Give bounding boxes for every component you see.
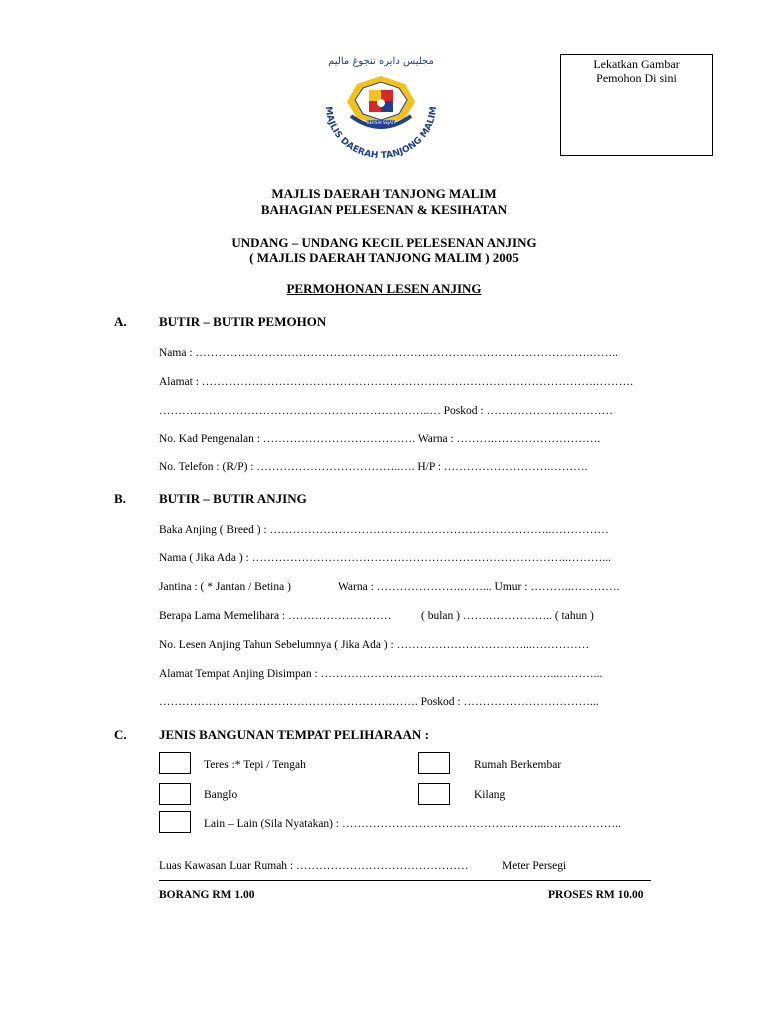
footer-divider (159, 880, 651, 881)
dog-keeping-address-poskod-field[interactable]: …………………………………………………….……. Poskod : ……………………………... (159, 696, 599, 708)
area-unit-label: Meter Persegi (502, 860, 567, 872)
dog-gender-field[interactable]: Jantina : ( * Jantan / Betina ) (159, 581, 291, 593)
applicant-phone-field[interactable]: No. Telefon : (R/P) : ………………………………..…. H/P : ……………………….………. (159, 461, 588, 473)
section-a-title: BUTIR – BUTIR PEMOHON (159, 314, 327, 329)
form-fee: BORANG RM 1.00 (159, 889, 255, 901)
logo-motto: BERSIH SEJATI (366, 120, 396, 125)
outdoor-area-field[interactable]: Luas Kawasan Luar Rumah : ……………………………………… (159, 860, 469, 872)
section-c-title: JENIS BANGUNAN TEMPAT PELIHARAAN : (159, 727, 429, 742)
section-a-letter: A. (114, 314, 127, 329)
dog-keeping-address-field[interactable]: Alamat Tempat Anjing Disimpan : ……………………………………………………...………... (159, 668, 603, 680)
applicant-address-field[interactable]: Alamat : ………………………………………………………………………………………….………. (159, 376, 634, 388)
keeping-duration-units[interactable]: ( bulan ) …….…………….. ( tahun ) (421, 610, 594, 622)
previous-license-field[interactable]: No. Lesen Anjing Tahun Sebelumnya ( Jika Ada ) : ……………………………...…………… (159, 639, 590, 651)
dog-breed-field[interactable]: Baka Anjing ( Breed ) : ………………………………………………………………..…………… (159, 524, 609, 536)
keeping-duration-field[interactable]: Berapa Lama Memelihara : ……………………… (159, 610, 392, 622)
header-line4: ( MAJLIS DAERAH TANJONG MALIM ) 2005 (249, 250, 519, 265)
checkbox-banglo[interactable] (159, 783, 191, 805)
section-b-title: BUTIR – BUTIR ANJING (159, 491, 307, 506)
section-c-letter: C. (114, 727, 127, 742)
photo-box-line2: Pemohon Di sini (596, 71, 677, 85)
applicant-name-field[interactable]: Nama : ………………………………………………………………………………………….…….. (159, 347, 619, 359)
photo-box-line1: Lekatkan Gambar (593, 57, 680, 71)
section-b-letter: B. (114, 491, 126, 506)
form-title: PERMOHONAN LESEN ANJING (286, 281, 482, 296)
checkbox-rumah-berkembar[interactable] (418, 752, 450, 774)
processing-fee: PROSES RM 10.00 (548, 889, 644, 901)
applicant-ic-field[interactable]: No. Kad Pengenalan : …………………………………. Warna : ……….………………………. (159, 433, 601, 445)
label-kilang: Kilang (474, 789, 506, 801)
checkbox-teres[interactable] (159, 752, 191, 774)
header-line1: MAJLIS DAERAH TANJONG MALIM (271, 186, 497, 201)
checkbox-kilang[interactable] (418, 783, 450, 805)
logo-jawi-text: مجليس دايره تنجوڠ ماليم (328, 56, 434, 67)
council-logo (318, 50, 444, 162)
logo-arc-text: MAJLIS DAERAH TANJONG MALIM (322, 105, 440, 162)
applicant-address-poskod-field[interactable]: ……………………………………………………………..… Poskod : …………………………… (159, 405, 613, 417)
other-building-field[interactable]: Lain – Lain (Sila Nyatakan) : ……………………………………………...……………….. (204, 818, 621, 830)
dog-name-field[interactable]: Nama ( Jika Ada ) : ………………………………………………………………………..………... (159, 552, 611, 564)
label-rumah-berkembar: Rumah Berkembar (474, 759, 562, 771)
label-banglo: Banglo (204, 789, 238, 801)
header-line2: BAHAGIAN PELESENAN & KESIHATAN (260, 202, 508, 217)
label-teres: Teres :* Tepi / Tengah (204, 759, 306, 771)
checkbox-lain-lain[interactable] (159, 811, 191, 833)
photo-placeholder-box (560, 54, 713, 156)
dog-color-age-field[interactable]: Warna : ………………….……... Umur : ………..…………. (338, 581, 620, 593)
header-line3: UNDANG – UNDANG KECIL PELESENAN ANJING (231, 235, 537, 250)
